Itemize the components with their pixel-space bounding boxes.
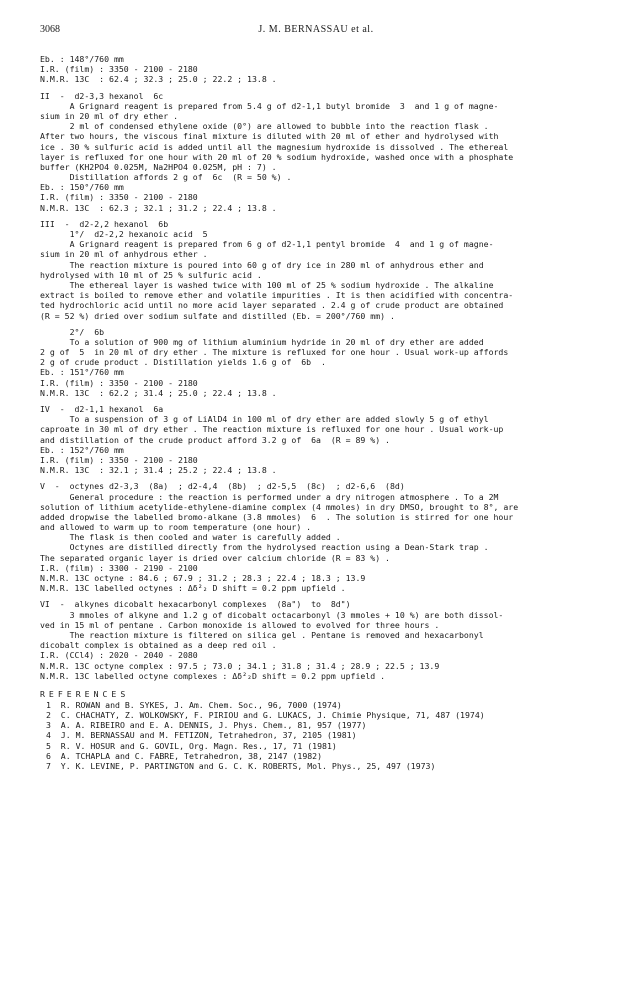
text-line: 2 g of crude product . Distillation yields 1.6 g of 6b . bbox=[40, 357, 326, 368]
text-line: N.M.R. 13C labelled octyne complexes : Δδ²₂D shift = 0.2 ppm upfield . bbox=[40, 670, 386, 681]
references-heading: REFERENCES bbox=[40, 688, 130, 699]
text-line: N.M.R. 13C labelled octynes : Δδ²₂ D shift = 0.2 ppm upfield . bbox=[40, 583, 346, 594]
block-top bbox=[40, 54, 600, 85]
text-line: General procedure : the reaction is performed under a dry nitrogen atmosphere . To a 2M bbox=[40, 491, 499, 502]
section-v-title: V - octynes d2-3,3 (8a) ; d2-4,4 (8b) ; d2-5,5 (8c) ; d2-6,6 (8d) bbox=[40, 481, 405, 492]
section-iii-sub1: 1°/ d2-2,2 hexanoic acid 5 bbox=[40, 229, 208, 239]
text-line: The ethereal layer is washed twice with 100 ml of 25 % sodium hydroxide . The alkaline bbox=[40, 279, 494, 290]
reference-item: 7 Y. K. LEVINE, P. PARTINGTON and G. C. K. ROBERTS, Mol. Phys., 25, 497 (1973) bbox=[46, 761, 436, 771]
section-iv-body bbox=[40, 414, 600, 475]
text-line: A Grignard reagent is prepared from 6 g of d2-1,1 pentyl bromide 4 and 1 g of magne- bbox=[40, 239, 494, 250]
reference-item: 5 R. V. HOSUR and G. GOVIL, Org. Magn. Res., 17, 71 (1981) bbox=[46, 740, 337, 751]
references-list bbox=[40, 700, 600, 771]
text-line: and distillation of the crude product afford 3.2 g of 6a (R = 89 %) . bbox=[40, 434, 390, 445]
text-line: (R = 52 %) dried over sodium sulfate and distilled (Eb. = 200°/760 mm) . bbox=[40, 310, 395, 321]
section-vi-title: VI - alkynes dicobalt hexacarbonyl complexes (8a") to 8d") bbox=[40, 599, 351, 610]
text-line: 2 g of 5 in 20 ml of dry ether . The mixture is refluxed for one hour . Usual work-up affords bbox=[40, 347, 509, 358]
text-line: dicobalt complex is obtained as a deep red oil . bbox=[40, 640, 277, 651]
text-line: I.R. (film) : 3350 - 2100 - 2180 bbox=[40, 64, 198, 75]
text-line: Eb. : 151°/760 mm bbox=[40, 367, 124, 378]
text-line: The reaction mixture is filtered on silica gel . Pentane is removed and hexacarbonyl bbox=[40, 629, 484, 640]
section-ii-body bbox=[40, 101, 600, 213]
text-line: A Grignard reagent is prepared from 5.4 g of d2-1,1 butyl bromide 3 and 1 g of magne- bbox=[40, 100, 499, 111]
reference-item: 4 J. M. BERNASSAU and M. FETIZON, Tetrahedron, 37, 2105 (1981) bbox=[46, 730, 357, 741]
running-authors: J. M. BERNASSAU et al. bbox=[258, 24, 374, 35]
text-line: sium in 20 ml of dry ether . bbox=[40, 110, 179, 121]
text-line: ice . 30 % sulfuric acid is added until all the magnesium hydroxide is dissolved . The ethereal bbox=[40, 141, 509, 152]
experimental-text bbox=[40, 54, 600, 771]
section-v-body bbox=[40, 492, 600, 594]
section-vi-body bbox=[40, 610, 600, 681]
text-line: hydrolysed with 10 ml of 25 % sulfuric acid . bbox=[40, 269, 262, 280]
section-iii-sub2: 2°/ 6b bbox=[40, 326, 105, 337]
text-line: To a suspension of 3 g of LiAlD4 in 100 ml of dry ether are added slowly 5 g of ethyl bbox=[40, 414, 489, 425]
text-line: The flask is then cooled and water is carefully added . bbox=[40, 532, 341, 543]
text-line: Eb. : 150°/760 mm bbox=[40, 182, 124, 193]
text-line: N.M.R. 13C : 62.3 ; 32.1 ; 31.2 ; 22.4 ; 13.8 . bbox=[40, 202, 277, 213]
text-line: I.R. (film) : 3350 - 2100 - 2180 bbox=[40, 454, 198, 465]
text-line: buffer (KH2PO4 0.025M, Na2HPO4 0.025M, pH : 7) . bbox=[40, 161, 277, 172]
page-header bbox=[40, 24, 592, 38]
reference-item: 3 A. A. RIBEIRO and E. A. DENNIS, J. Phys. Chem., 81, 957 (1977) bbox=[46, 720, 367, 731]
section-iii-body2 bbox=[40, 337, 600, 398]
reference-item: 6 A. TCHAPLA and C. FABRE, Tetrahedron, 38, 2147 (1982) bbox=[46, 750, 323, 761]
text-line: ved in 15 ml of pentane . Carbon monoxide is allowed to evolved for three hours . bbox=[40, 619, 440, 630]
text-line: layer is refluxed for one hour with 20 ml of 20 % sodium hydroxide, washed once with a phosphate bbox=[40, 151, 514, 162]
reference-item: 1 R. ROWAN and B. SYKES, J. Am. Chem. Soc., 96, 7000 (1974) bbox=[46, 699, 342, 710]
text-line: ted hydrochloric acid until no more acid layer separated . 2.4 g of crude product are obtained bbox=[40, 300, 504, 311]
text-line: Eb. : 152°/760 mm bbox=[40, 444, 124, 455]
text-line: I.R. (film) : 3350 - 2100 - 2180 bbox=[40, 192, 198, 203]
section-iv-title: IV - d2-1,1 hexanol 6a bbox=[40, 404, 164, 414]
text-line: N.M.R. 13C octyne complex : 97.5 ; 73.0 ; 34.1 ; 31.8 ; 31.4 ; 28.9 ; 22.5 ; 13.9 bbox=[40, 660, 440, 671]
text-line: The reaction mixture is poured into 60 g of dry ice in 280 ml of anhydrous ether and bbox=[40, 259, 484, 270]
text-line: I.R. (film) : 3350 - 2100 - 2180 bbox=[40, 377, 198, 388]
text-line: solution of lithium acetylide-ethylene-diamine complex (4 mmoles) in dry DMSO, brought to 8°, are bbox=[40, 501, 519, 512]
text-line: 2 ml of condensed ethylene oxide (0°) are allowed to bubble into the reaction flask . bbox=[40, 121, 489, 132]
text-line: Distillation affords 2 g of 6c (R = 50 %) . bbox=[40, 172, 292, 183]
text-line: N.M.R. 13C : 32.1 ; 31.4 ; 25.2 ; 22.4 ; 13.8 . bbox=[40, 465, 277, 476]
section-iii-title: III - d2-2,2 hexanol 6b bbox=[40, 218, 169, 229]
text-line: N.M.R. 13C : 62.2 ; 31.4 ; 25.0 ; 22.4 ; 13.8 . bbox=[40, 387, 277, 398]
text-line: Eb. : 148°/760 mm bbox=[40, 54, 124, 64]
reference-item: 2 C. CHACHATY, Z. WOLKOWSKY, F. PIRIOU and G. LUKACS, J. Chimie Physique, 71, 487 (1974) bbox=[46, 710, 485, 721]
text-line: N.M.R. 13C octyne : 84.6 ; 67.9 ; 31.2 ; 28.3 ; 22.4 ; 18.3 ; 13.9 bbox=[40, 573, 366, 583]
text-line: 3 mmoles of alkyne and 1.2 g of dicobalt octacarbonyl (3 mmoles + 10 %) are both dissol- bbox=[40, 609, 504, 620]
page-number: 3068 bbox=[40, 24, 60, 35]
text-line: After two hours, the viscous final mixture is diluted with 20 ml of ether and hydrolysed with bbox=[40, 131, 499, 142]
section-iii-body1 bbox=[40, 239, 600, 321]
text-line: I.R. (CCl4) : 2020 - 2040 - 2080 bbox=[40, 650, 198, 661]
text-line: caproate in 30 ml of dry ether . The reaction mixture is refluxed for one hour . Usual work-up bbox=[40, 424, 504, 435]
text-line: To a solution of 900 mg of lithium aluminium hydride in 20 ml of dry ether are added bbox=[40, 336, 484, 347]
text-line: added dropwise the labelled bromo-alkane (3.8 mmoles) 6 . The solution is stirred for one hour bbox=[40, 511, 514, 522]
text-line: sium in 20 ml of anhydrous ether . bbox=[40, 249, 208, 260]
text-line: I.R. (film) : 3300 - 2190 - 2100 bbox=[40, 562, 198, 573]
section-ii-title: II - d2-3,3 hexanol 6c bbox=[40, 90, 164, 101]
text-line: and allowed to warm up to room temperature (one hour) . bbox=[40, 522, 312, 533]
text-line: The separated organic layer is dried over calcium chloride (R = 83 %) . bbox=[40, 552, 390, 563]
text-line: extract is boiled to remove ether and volatile impurities . It is then acidified with concentra- bbox=[40, 290, 514, 301]
text-line: N.M.R. 13C : 62.4 ; 32.3 ; 25.0 ; 22.2 ; 13.8 . bbox=[40, 74, 277, 85]
text-line: Octynes are distilled directly from the hydrolysed reaction using a Dean-Stark trap . bbox=[40, 542, 489, 553]
